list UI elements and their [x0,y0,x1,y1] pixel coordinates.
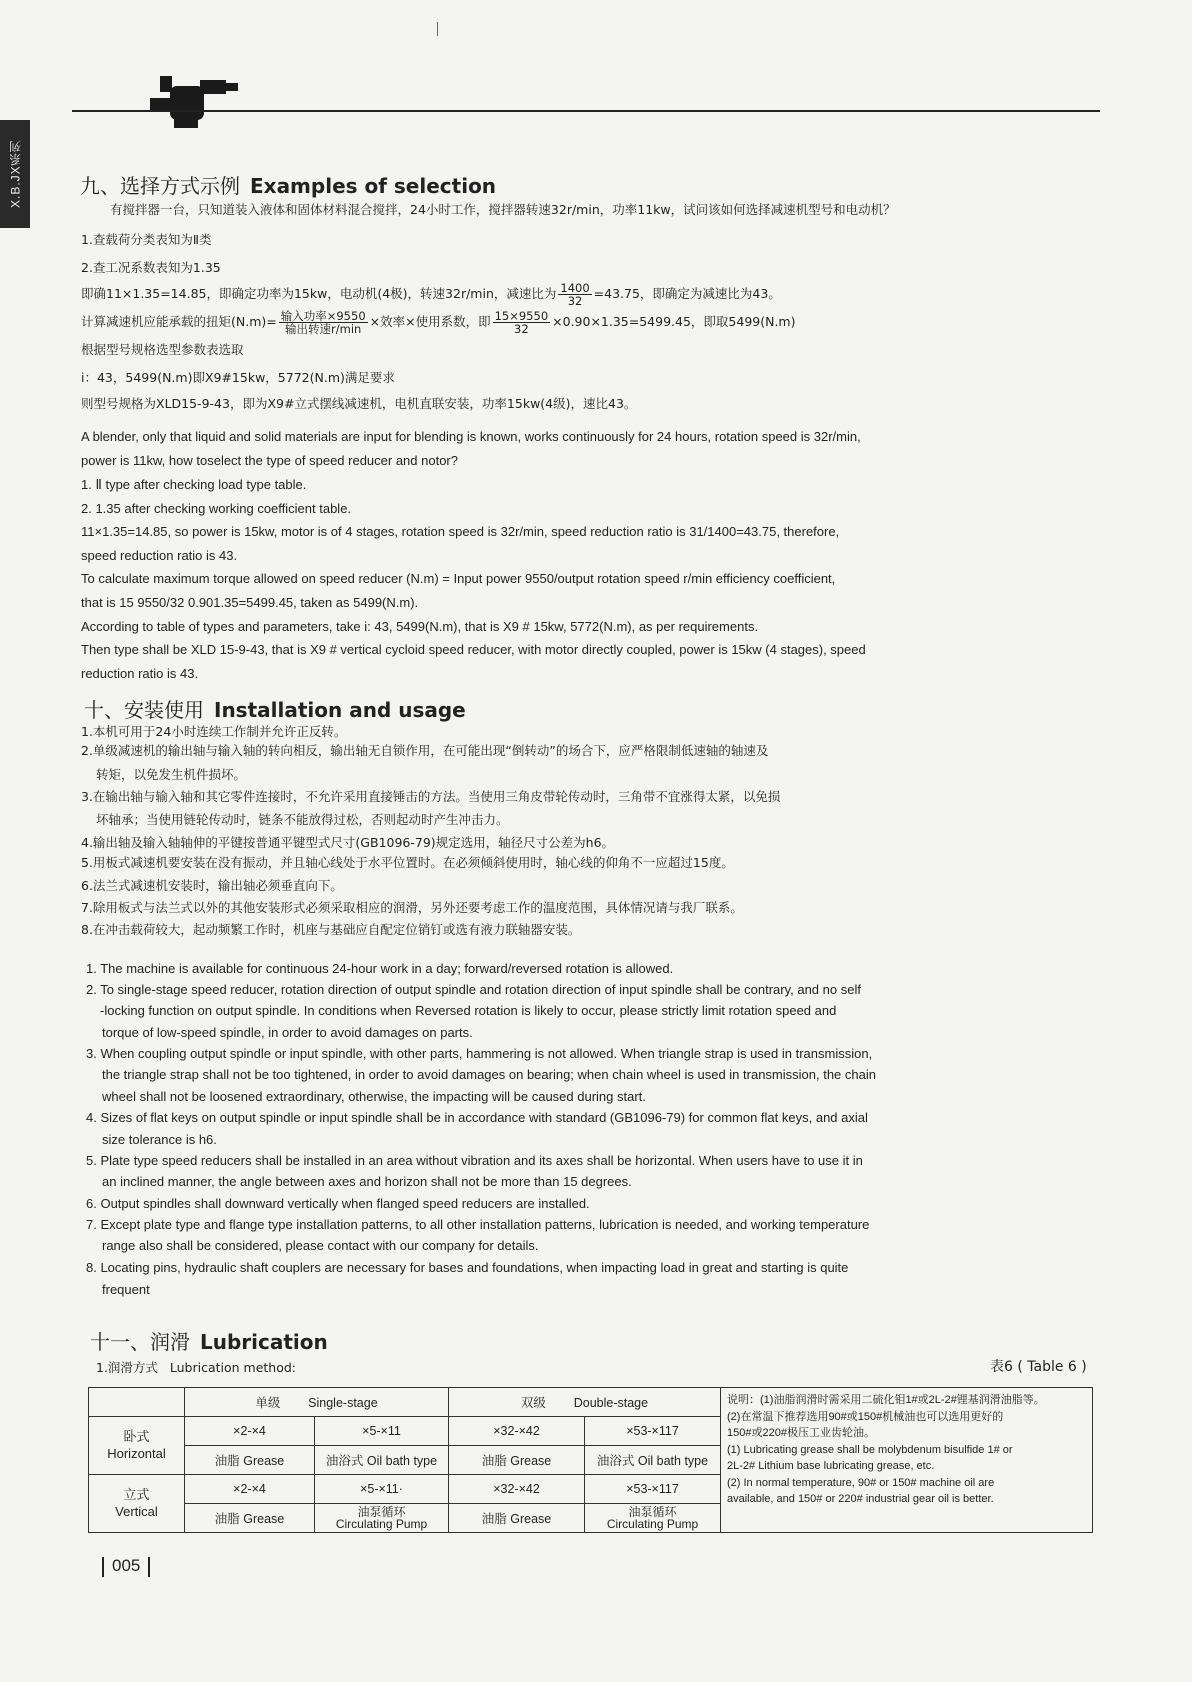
table-cell: 油脂 Grease [185,1446,315,1475]
table6-label: 表6 ( Table 6 ) [990,1359,1087,1375]
table-cell [315,1504,449,1533]
table-note-line: 2L-2# Lithium base lubricating grease, etc. [727,1460,935,1472]
section10-number: 十、安装使用 [84,698,204,722]
table-cell: 油脂 Grease [185,1504,315,1533]
section9-heading [80,170,496,199]
double-stage-zh: 双级 [520,1396,546,1410]
section9-en-line: speed reduction ratio is 43. [81,548,238,563]
horizontal-zh: 卧式 [123,1429,150,1445]
calc2-fraction [279,310,368,335]
table-cell: ×2-×4 [185,1475,315,1504]
vertical-zh: 立式 [123,1487,150,1503]
section10-en-line: torque of low-speed spindle, in order to avoid damages on parts. [102,1025,473,1040]
horizontal-en: Horizontal [107,1445,166,1461]
table-cell: 油脂 Grease [449,1446,585,1475]
table-cell: ×5-×11 [315,1417,449,1446]
table-cell: ×32-×42 [449,1417,585,1446]
section10-en-line: 6. Output spindles shall downward vertically when flanged speed reducers are installed. [86,1196,590,1211]
section9-en-line: According to table of types and parameters, take i: 43, 5499(N.m), that is X9 # 15kw, 5772(N.m), as per requirements. [81,619,759,634]
calc1-denominator: 32 [567,294,583,309]
section10-zh-line: 坏轴承；当使用链轮传动时，链条不能放得过松，否则起动时产生冲击力。 [96,812,509,827]
section11-heading [90,1326,328,1355]
lubrication-method-zh: 1.润滑方式 [96,1360,158,1375]
section9-en-line: 11×1.35=14.85, so power is 15kw, motor is of 4 stages, rotation speed is 32r/min, speed reduction ratio is 31/1400=43.75, therefore, [81,524,840,539]
section10-en-line: size tolerance is h6. [102,1132,217,1147]
section9-en-line: A blender, only that liquid and solid materials are input for blending is known, works continuously for 24 hours, rotation speed is 32r/min, [81,429,861,444]
section10-zh-line: 6.法兰式减速机安装时，输出轴必须垂直向下。 [81,878,343,893]
section10-en-line: 5. Plate type speed reducers shall be installed in an area without vibration and its axes shall be horizontal. When users have to use it in [86,1153,863,1168]
section10-zh-line: 5.用板式减速机要安装在没有振动，并且轴心线处于水平位置时。在必须倾斜使用时，轴心线的仰角不一应超过15度。 [81,855,734,870]
section9-en-line: that is 15 9550/32 0.901.35=5499.45, taken as 5499(N.m). [81,595,419,610]
page-number [94,1556,158,1577]
table-cell: ×32-×42 [449,1475,585,1504]
calc2-numerator-2: 15×9550 [494,309,549,323]
vertical-row-header [89,1475,185,1533]
section10-en-line: the triangle strap shall not be too tightened, in order to avoid damages on bearing; when chain wheel is used in transmission, the chain [102,1067,876,1082]
section10-en-line: 8. Locating pins, hydraulic shaft couplers are necessary for bases and foundations, when impacting load in great and starting is quite [86,1260,849,1275]
section9-en-line: Then type shall be XLD 15-9-43, that is X9 # vertical cycloid speed reducer, with motor directly coupled, power is 15kw (4 stages), speed [81,642,866,657]
circulating-en: Circulating Pump [606,1517,699,1531]
section11-number: 十一、润滑 [90,1330,190,1354]
section9-zh-step3: 根据型号规格选型参数表选取 [81,342,244,357]
header-rule [72,110,1100,112]
table-note-line: available, and 150# or 220# industrial gear oil is better. [727,1493,994,1505]
section9-en-line: power is 11kw, how toselect the type of speed reducer and notor? [81,453,458,468]
table-note-line: 150#或220#极压工业齿轮油。 [727,1427,875,1439]
section10-zh-line: 4.输出轴及输入轴轴伸的平键按普通平键型式尺寸(GB1096-79)规定选用，轴径尺寸公差为h6。 [81,835,615,850]
table-notes [721,1388,1093,1533]
double-stage-header [449,1388,721,1417]
table-corner-cell [89,1388,185,1417]
section10-title: Installation and usage [214,698,466,722]
section9-zh-calc2 [81,310,795,335]
calc2-denominator-2: 32 [514,322,529,337]
table-note-line: (2) In normal temperature, 90# or 150# machine oil are [727,1476,995,1489]
circulating-zh: 油泵循环 [628,1505,677,1519]
horizontal-row-header [89,1417,185,1475]
page-number-bar-left [102,1557,104,1577]
single-stage-header [185,1388,449,1417]
calc2-text-a: 计算减速机应能承载的扭矩(N.m)= [81,314,277,330]
table-cell: ×5-×11· [315,1475,449,1504]
section10-en-line: range also shall be considered, please contact with our company for details. [102,1238,539,1253]
calc2-text-b: ×效率×使用系数，即 [369,314,491,330]
section10-en-line: -locking function on output spindle. In conditions when Reversed rotation is likely to occur, please strictly limit rotation speed and [100,1003,837,1018]
section11-title: Lubrication [200,1330,328,1354]
section10-en-line: 2. To single-stage speed reducer, rotation direction of output spindle and rotation direction of input spindle shall be contrary, and no self [86,982,861,997]
page-number-bar-right [148,1557,150,1577]
section9-en-line: 1. Ⅱ type after checking load type table. [81,477,307,492]
table-note-line: (1) Lubricating grease shall be molybdenum bisulfide 1# or [727,1443,1013,1456]
section9-zh-step4: i：43，5499(N.m)即X9#15kw，5772(N.m)满足要求 [81,370,395,385]
section10-zh-line: 3.在输出轴与输入轴和其它零件连接时，不允许采用直接锤击的方法。当使用三角皮带轮传动时，三角带不宜涨得太紧，以免损 [81,789,781,804]
table-cell: 油脂 Grease [449,1504,585,1533]
vertical-en: Vertical [115,1503,158,1519]
lubrication-table [88,1387,1093,1533]
lubrication-method-label [96,1362,296,1375]
scan-mark [437,22,438,36]
section9-zh-step2: 2.查工况系数表知为1.35 [81,260,221,275]
section10-zh-line: 8.在冲击载荷较大，起动频繁工作时，机座与基础应自配定位销钉或选有液力联轴器安装。 [81,922,581,937]
table-cell: 油浴式 Oil bath type [315,1446,449,1475]
section10-en-line: 3. When coupling output spindle or input spindle, with other parts, hammering is not allowed. When triangle strap is used in transmission, [86,1046,873,1061]
section10-en-line: wheel shall not be loosened extraordinary, otherwise, the impacting will be caused during start. [102,1089,646,1104]
section10-en-line: an inclined manner, the angle between axes and horizon shall not be more than 15 degrees. [102,1174,632,1189]
circulating-en: Circulating Pump [335,1517,428,1531]
section9-en-line: reduction ratio is 43. [81,666,199,681]
lubrication-method-en: Lubrication method: [169,1360,297,1375]
section9-zh-step5: 则型号规格为XLD15-9-43，即为X9#立式摆线减速机，电机直联安装，功率15kw(4级)，速比43。 [81,396,637,411]
section10-zh-line: 2.单级减速机的输出轴与输入轴的转向相反，输出轴无自锁作用，在可能出现“倒转动”的场合下，应严格限制低速轴的轴速及 [81,743,769,758]
double-stage-en: Double-stage [573,1396,649,1410]
calc2-denominator: 输出转速r/min [285,322,362,337]
section9-zh-step1: 1.查载荷分类表知为Ⅱ类 [81,232,212,247]
section9-number: 九、选择方式示例 [80,174,240,198]
single-stage-en: Single-stage [308,1396,378,1410]
table-note-line: 说明：(1)油脂润滑时需采用二硫化钼1#或2L-2#锂基润滑油脂等。 [727,1394,1045,1406]
calc1-text-a: 即确11×1.35=14.85，即确定功率为15kw，电动机(4极)，转速32r/min，减速比为 [81,286,557,302]
section10-heading [84,694,466,723]
table-cell: 油浴式 Oil bath type [585,1446,721,1475]
section10-en-line: 4. Sizes of flat keys on output spindle or input spindle shall be in accordance with standard (GB1096-79) for common flat keys, and axial [86,1110,868,1125]
table-cell: ×53-×117 [585,1417,721,1446]
table-header-row [89,1388,1093,1417]
section10-en-line: frequent [102,1282,150,1297]
calc2-fraction-2 [493,310,551,335]
section9-en-line: 2. 1.35 after checking working coefficient table. [81,501,352,516]
section9-zh-calc1 [81,282,781,307]
circulating-zh: 油泵循环 [357,1505,406,1519]
section10-en-line: 7. Except plate type and flange type installation patterns, to all other installation patterns, lubrication is needed, and working temperature [86,1217,870,1232]
section10-zh-line: 转矩，以免发生机件损坏。 [96,767,247,782]
section9-zh-intro: 有搅拌器一台，只知道装入液体和固体材料混合搅拌，24小时工作，搅拌器转速32r/min，功率11kw，试问该如何选择减速机型号和电动机？ [110,202,896,217]
calc1-fraction [558,282,591,307]
table-cell: ×2-×4 [185,1417,315,1446]
table-cell: ×53-×117 [585,1475,721,1504]
calc1-text-b: =43.75，即确定为减速比为43。 [593,286,781,302]
section10-en-line: 1. The machine is available for continuous 24-hour work in a day; forward/reversed rotation is allowed. [86,961,674,976]
section10-zh-line: 1.本机可用于24小时连续工作制并允许正反转。 [81,724,347,739]
page-number-text: 005 [112,1556,141,1575]
single-stage-zh: 单级 [255,1396,281,1410]
table-cell [585,1504,721,1533]
reducer-logo-icon [140,68,244,130]
calc2-text-c: ×0.90×1.35=5499.45，即取5499(N.m) [552,314,796,330]
section10-zh-line: 7.除用板式与法兰式以外的其他安装形式必须采取相应的润滑，另外还要考虑工作的温度范围，具体情况请与我厂联系。 [81,900,743,915]
section9-title: Examples of selection [250,174,497,198]
calc2-numerator: 输入功率×9550 [280,309,366,323]
series-side-tab: X.B.JX系列 [0,120,30,228]
calc1-numerator: 1400 [560,281,590,295]
table-note-line: (2)在常温下推荐选用90#或150#机械油也可以选用更好的 [727,1410,1004,1423]
section9-en-line: To calculate maximum torque allowed on speed reducer (N.m) = Input power 9550/output rotation speed r/min efficiency coefficient, [81,571,836,586]
